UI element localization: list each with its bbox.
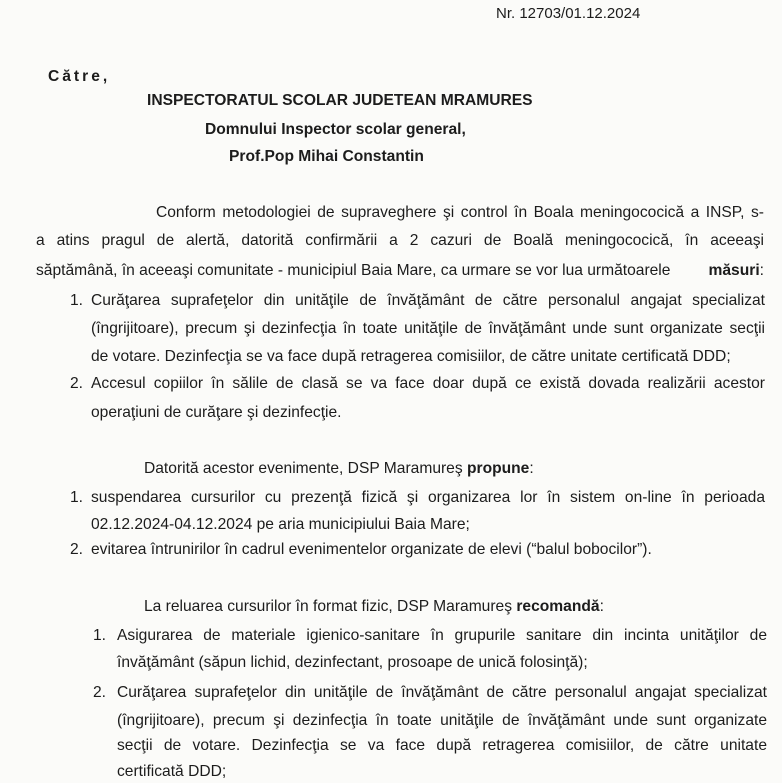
list-item-number: 2. — [70, 541, 84, 558]
paragraph1-line-1: Conform metodologiei de supraveghere şi control în Boala meningococică a INSP, s- — [156, 204, 764, 221]
addressee-institution: INSPECTORATUL SCOLAR JUDETEAN MRAMURES — [147, 92, 533, 109]
paragraph1-line-3: săptămână, în aceeaşi comunitate - municipiul Baia Mare, ca urmare se vor lua următoarele măsuri: — [36, 262, 764, 279]
paragraph3-emphasis: recomandă — [516, 598, 600, 615]
list-item-number: 1. — [93, 627, 107, 644]
paragraph1-emphasis: măsuri — [708, 262, 760, 279]
paragraph3: La reluarea cursurilor în format fizic, DSP Maramureş recomandă: — [144, 598, 604, 615]
addressee-name: Prof.Pop Mihai Constantin — [229, 148, 424, 165]
document-reference-number: Nr. 12703/01.12.2024 — [496, 5, 641, 22]
list-item-number: 1. — [70, 292, 84, 309]
list-item-number: 1. — [70, 489, 84, 506]
list-item-number: 2. — [70, 375, 84, 392]
document-page: Nr. 12703/01.12.2024 Către, INSPECTORATUL SCOLAR JUDETEAN MRAMURES Domnului Inspector scolar general, Prof.Pop Mihai Constantin Conform metodologiei de supraveghere şi control în Boala meningococică a INSP, s- a atins pragul de alertă, datorită confirmării a 2 cazuri de Boală meningococică, în aceeaşi săptămână, în aceeaşi comunitate - municipiul Baia Mare, ca urmare se vor lua următoarele măsuri: 1. Curăţarea suprafeţelor din unităţile de învăţământ de către personalul angajat specializat (îngrijitoare), precum şi dezinfecţia în toate unităţile de învăţământ unde sunt organizate secţii de votare. Dezinfecţia se va face după retragerea comisiilor, de către unitate certificată DDD; 2. Accesul copiilor în sălile de clasă se va face doar după ce există dovada realizării acestor operaţiuni de curăţare şi dezinfecţie. Datorită acestor evenimente, DSP Maramureş propune: 1. suspendarea cursurilor cu prezenţă fizică şi organizarea lor în sistem on-line în perioada 02.12.2024-04.12.2024 pe aria municipiului Baia Mare; 2. evitarea întrunirilor în cadrul evenimentelor organizate de elevi (“balul bobocilor”). La reluarea cursurilor în format fizic, DSP Maramureş recomandă: 1. Asigurarea de materiale igienico-sanitare în grupurile sanitare din incinta unităţilor de învăţământ (săpun lichid, dezinfectant, prosoape de unică folosinţă); 2. Curăţarea suprafeţelor din unităţile de învăţământ de către personalul angajat specializat (îngrijitoare), precum şi dezinfecţia în toate unităţile de învăţământ unde sunt organizate secţii de votare. Dezinfecţia se va face după retragerea comisiilor, de către unitate certificată DDD; — [36, 5, 767, 780]
paragraph2-emphasis: propune — [466, 460, 530, 477]
paragraph1-line-2: a atins pragul de alertă, datorită confirmării a 2 cazuri de Boală meningococică, în aceeaşi — [36, 232, 764, 249]
paragraph2: Datorită acestor evenimente, DSP Maramureş propune: — [144, 460, 534, 477]
addressee-title: Domnului Inspector scolar general, — [205, 121, 466, 138]
addressee-label: Către, — [48, 68, 111, 85]
list-item-number: 2. — [93, 684, 107, 701]
